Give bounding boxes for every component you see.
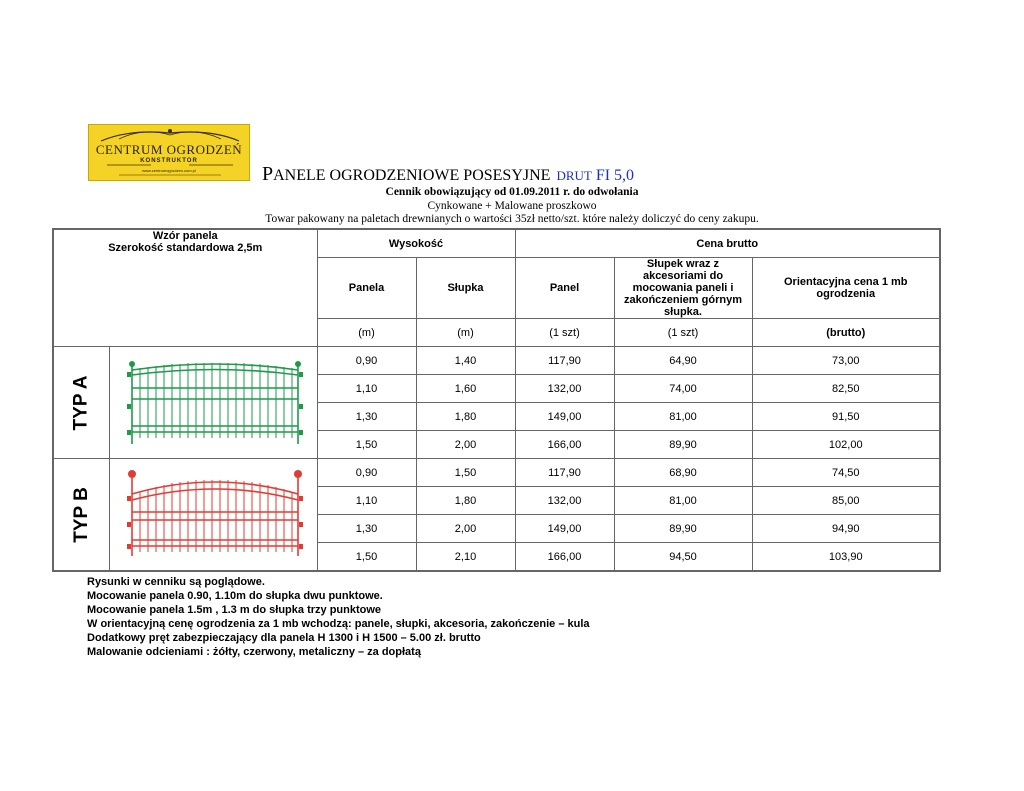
cell-post-height: 1,50 — [416, 459, 515, 487]
note-line: Malowanie odcieniami : żółty, czerwony, metaliczny – za dopłatą — [87, 646, 421, 658]
cell-post-height: 2,00 — [416, 431, 515, 459]
document-title — [262, 163, 634, 186]
logo-subtitle: KONSTRUKTOR — [140, 158, 198, 164]
cell-post-price: 81,00 — [614, 403, 752, 431]
cell-post-price: 94,50 — [614, 543, 752, 572]
cell-post-height: 2,10 — [416, 543, 515, 572]
cell-panel-price: 132,00 — [515, 375, 614, 403]
cell-meter-price: 82,50 — [752, 375, 940, 403]
price-table — [52, 228, 941, 572]
title-first-letter: P — [262, 163, 274, 185]
cell-panel-height: 1,50 — [317, 431, 416, 459]
company-logo — [88, 124, 250, 181]
note-line: Dodatkowy pręt zabezpieczający dla panela H 1300 i H 1500 – 5.00 zł. brutto — [87, 632, 481, 644]
cell-meter-price: 74,50 — [752, 459, 940, 487]
cell-meter-price: 91,50 — [752, 403, 940, 431]
cell-post-price: 74,00 — [614, 375, 752, 403]
title-main: ANELE OGRODZENIOWE POSESYJNE — [273, 167, 551, 184]
cell-panel-price: 132,00 — [515, 487, 614, 515]
cell-post-price: 89,90 — [614, 431, 752, 459]
cell-post-price: 64,90 — [614, 347, 752, 375]
col-panel-height: Panela — [317, 258, 416, 319]
note-line: Mocowanie panela 0.90, 1.10m do słupka dwu punktowe. — [87, 590, 383, 602]
unit-m-panel: (m) — [317, 319, 416, 347]
cell-panel-price: 117,90 — [515, 459, 614, 487]
pallet-note: Towar pakowany na paletach drewnianych o wartości 35zł netto/szt. które należy doliczyć do ceny zakupu. — [265, 213, 759, 225]
pattern-header — [53, 229, 317, 347]
table-row — [53, 347, 940, 375]
cell-panel-height: 0,90 — [317, 347, 416, 375]
cell-panel-height: 1,10 — [317, 487, 416, 515]
title-drut: DRUT — [556, 168, 592, 183]
col-post-price: Słupek wraz z akcesoriami do mocowania paneli i zakończeniem górnym słupka. — [614, 258, 752, 319]
unit-brutto: (brutto) — [752, 319, 940, 347]
validity-line: Cennik obowiązujący od 01.09.2011 r. do odwołania — [385, 186, 639, 198]
cell-panel-price: 149,00 — [515, 403, 614, 431]
cell-panel-height: 1,30 — [317, 515, 416, 543]
col-panel-price: Panel — [515, 258, 614, 319]
type-a-panel-drawing — [109, 347, 317, 459]
cell-meter-price: 73,00 — [752, 347, 940, 375]
cell-post-price: 68,90 — [614, 459, 752, 487]
finish-line: Cynkowane + Malowane proszkowo — [427, 200, 597, 212]
cell-panel-height: 1,10 — [317, 375, 416, 403]
cell-panel-height: 1,30 — [317, 403, 416, 431]
type-a-label: TYP A — [53, 347, 109, 459]
type-b-label: TYP B — [53, 459, 109, 572]
unit-szt-panel: (1 szt) — [515, 319, 614, 347]
title-fi: FI 5,0 — [595, 167, 635, 184]
cell-post-height: 1,80 — [416, 487, 515, 515]
col-meter-price: Orientacyjna cena 1 mb ogrodzenia — [752, 258, 940, 319]
note-line: W orientacyjną cenę ogrodzenia za 1 mb wchodzą: panele, słupki, akcesoria, zakończenie – kula — [87, 618, 590, 630]
cell-panel-price: 166,00 — [515, 543, 614, 572]
cell-post-height: 2,00 — [416, 515, 515, 543]
cell-post-height: 1,40 — [416, 347, 515, 375]
type-b-panel-drawing — [109, 459, 317, 572]
pattern-header-line1: Wzór panela — [152, 230, 218, 242]
note-line: Rysunki w cenniku są poglądowe. — [87, 576, 265, 588]
height-header: Wysokość — [317, 229, 515, 258]
cell-panel-height: 0,90 — [317, 459, 416, 487]
unit-m-post: (m) — [416, 319, 515, 347]
cell-post-price: 81,00 — [614, 487, 752, 515]
table-row — [53, 459, 940, 487]
cell-meter-price: 102,00 — [752, 431, 940, 459]
cell-panel-price: 149,00 — [515, 515, 614, 543]
unit-szt-post: (1 szt) — [614, 319, 752, 347]
cell-post-height: 1,60 — [416, 375, 515, 403]
price-header: Cena brutto — [515, 229, 940, 258]
note-line: Mocowanie panela 1.5m , 1.3 m do słupka trzy punktowe — [87, 604, 382, 616]
logo-url: www.centrumogrodzen.com.pl — [142, 168, 196, 173]
notes-block — [87, 575, 590, 659]
fence-panel-red-icon — [110, 460, 316, 566]
cell-panel-price: 117,90 — [515, 347, 614, 375]
cell-panel-price: 166,00 — [515, 431, 614, 459]
fence-panel-green-icon — [110, 348, 316, 454]
cell-meter-price: 94,90 — [752, 515, 940, 543]
cell-post-price: 89,90 — [614, 515, 752, 543]
pattern-header-line2: Szerokość standardowa 2,5m — [108, 242, 263, 254]
cell-meter-price: 103,90 — [752, 543, 940, 572]
cell-post-height: 1,80 — [416, 403, 515, 431]
cell-panel-height: 1,50 — [317, 543, 416, 572]
logo-name: CENTRUM OGRODZEŃ — [95, 142, 243, 157]
cell-meter-price: 85,00 — [752, 487, 940, 515]
col-post-height: Słupka — [416, 258, 515, 319]
